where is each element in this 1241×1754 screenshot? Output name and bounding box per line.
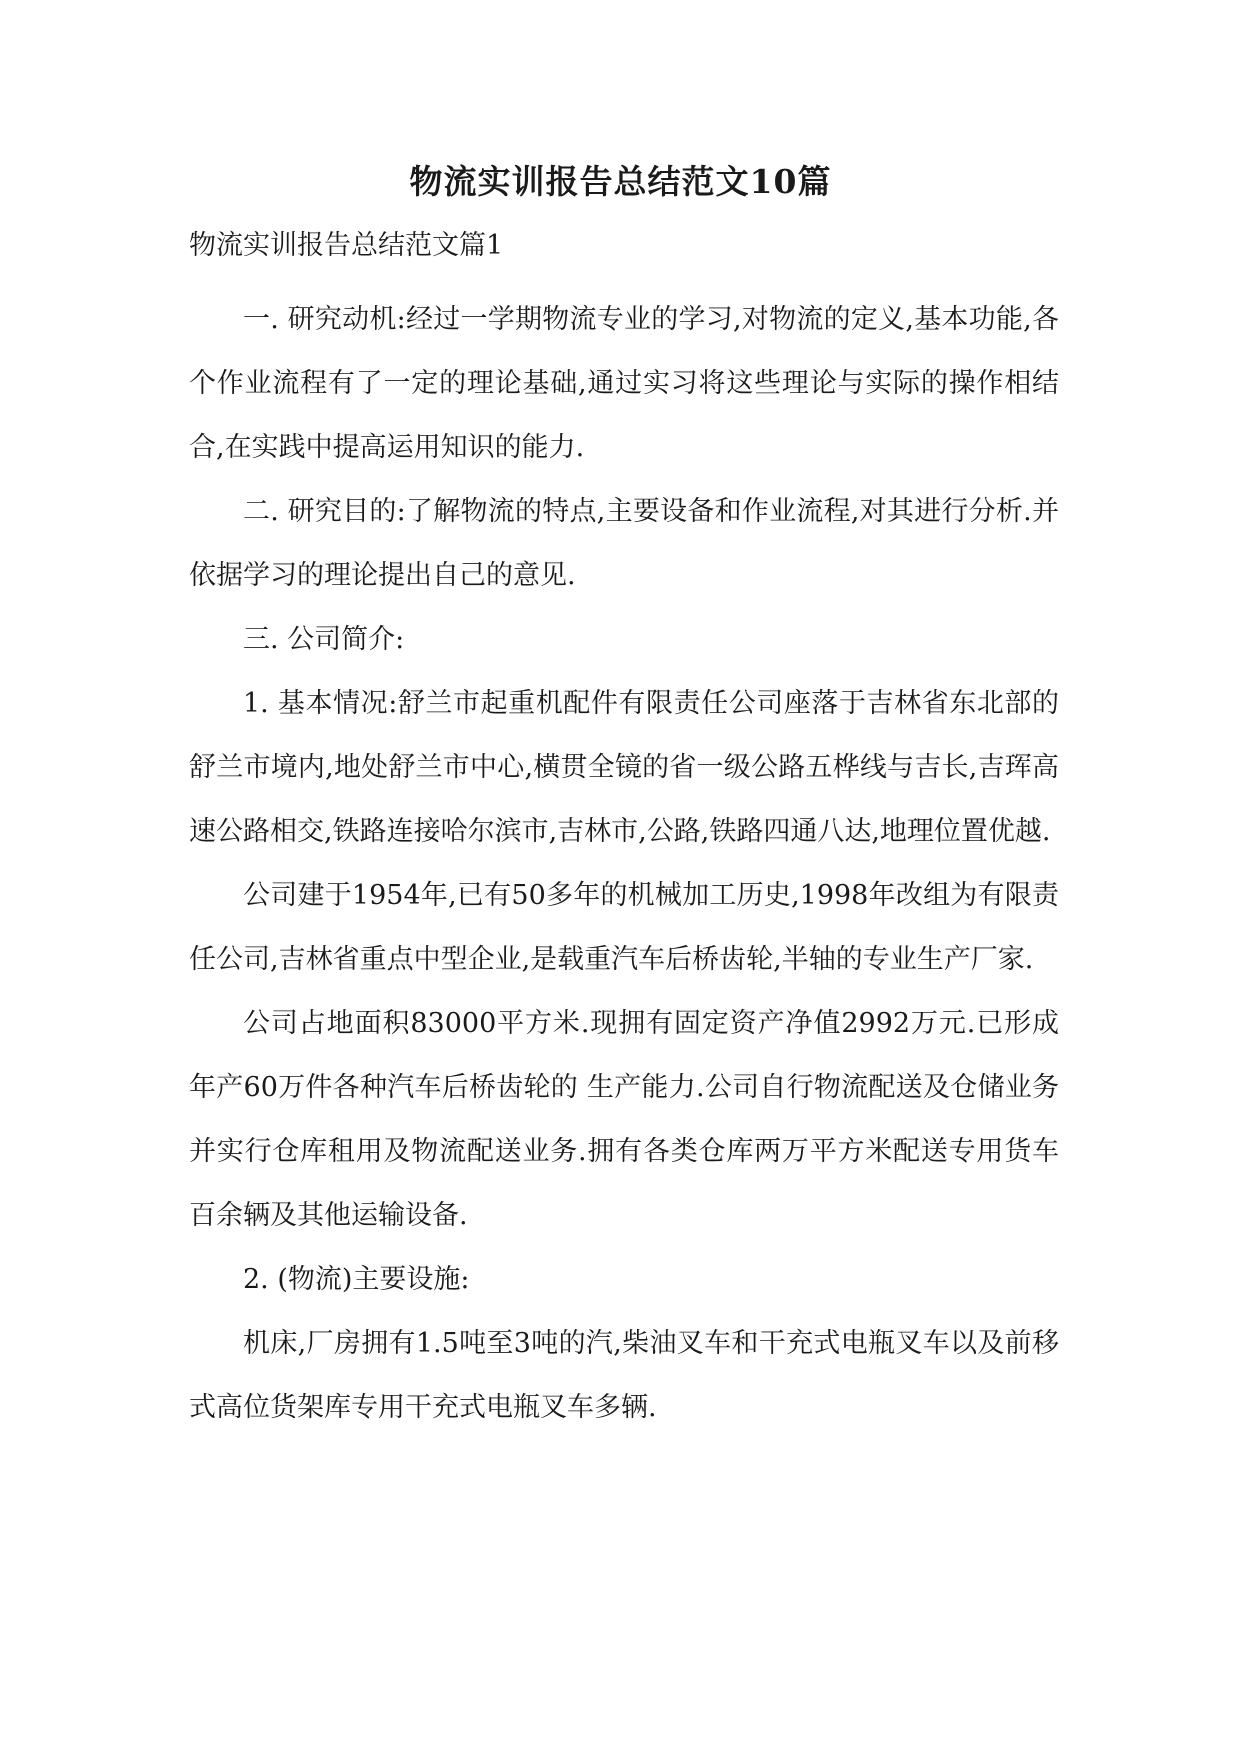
paragraph-main-facilities-heading: 2. (物流)主要设施: [243, 1264, 470, 1295]
paragraph-company-capacity: 公司占地面积83000平方米.现拥有固定资产净值2992万元.已形成年产60万件各种汽车后桥齿轮的 生产能力.公司自行物流配送及仓储业务并实行仓库租用及物流配送业务.拥有各类仓库两万平方米配送专用货车百余辆及其他运输设备. [189, 1008, 1059, 1231]
paragraph-company-intro-heading: 三. 公司简介: [243, 624, 405, 655]
paragraph-main-facilities: 机床,厂房拥有1.5吨至3吨的汽,柴油叉车和干充式电瓶叉车以及前移式高位货架库专用干充式电瓶叉车多辆. [189, 1328, 1059, 1423]
document-title: 物流实训报告总结范文10篇 [409, 162, 832, 201]
paragraph-research-motivation: 一. 研究动机:经过一学期物流专业的学习,对物流的定义,基本功能,各个作业流程有了一定的理论基础,通过实习将这些理论与实际的操作相结合,在实践中提高运用知识的能力. [189, 304, 1059, 463]
document-subtitle: 物流实训报告总结范文篇1 [189, 230, 504, 261]
paragraph-research-purpose: 二. 研究目的:了解物流的特点,主要设备和作业流程,对其进行分析.并依据学习的理论提出自己的意见. [189, 496, 1059, 591]
document-body [189, 288, 1059, 1440]
paragraph-basic-situation: 1. 基本情况:舒兰市起重机配件有限责任公司座落于吉林省东北部的舒兰市境内,地处舒兰市中心,横贯全镜的省一级公路五桦线与吉长,吉珲高速公路相交,铁路连接哈尔滨市,吉林市,公路,铁路四通八达,地理位置优越. [189, 688, 1059, 847]
paragraph-company-history: 公司建于1954年,已有50多年的机械加工历史,1998年改组为有限责任公司,吉林省重点中型企业,是载重汽车后桥齿轮,半轴的专业生产厂家. [189, 880, 1059, 975]
